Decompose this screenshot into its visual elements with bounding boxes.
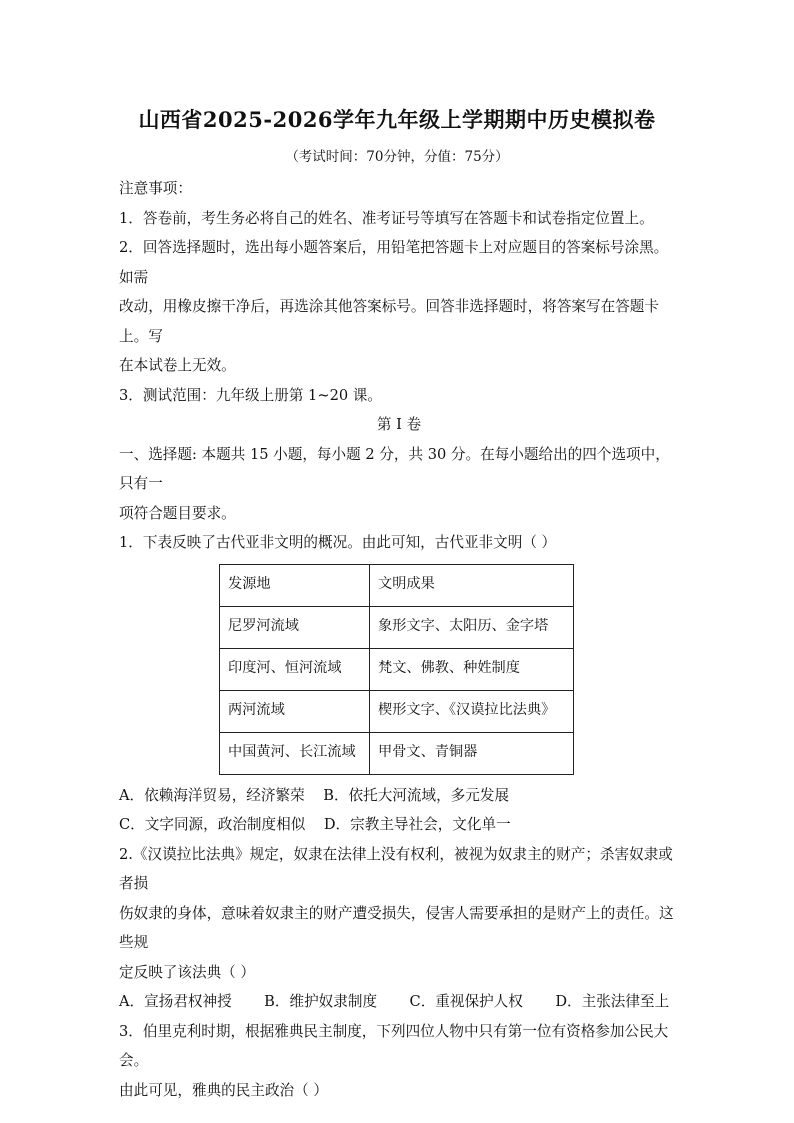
- table-cell: 中国黄河、长江流域: [220, 732, 370, 774]
- question-2-stem-line-2: 伤奴隶的身体，意味着奴隶主的财产遭受损失，侵害人需要承担的是财产上的责任。这些规: [119, 904, 674, 951]
- part-instructions-line-1: 一、选择题: 本题共 15 小题，每小题 2 分，共 30 分。在每小题给出的四个选项中，只有一: [119, 445, 670, 492]
- question-2-stem-line-3: 定反映了该法典（ ）: [119, 963, 255, 981]
- volume-heading: 第 I 卷: [376, 416, 422, 433]
- exam-body: [119, 174, 679, 1105]
- table-cell: 尼罗河流域: [220, 606, 370, 648]
- table-cell: 梵文、佛教、种姓制度: [370, 648, 574, 690]
- note-line-5: 3．测试范围：九年级上册第 1~20 课。: [119, 386, 382, 404]
- table-row: [220, 732, 574, 774]
- exam-title: 山西省2025-2026学年九年级上学期期中历史模拟卷: [138, 107, 656, 132]
- table-header-cell: 文明成果: [370, 564, 574, 606]
- table-row: [220, 690, 574, 732]
- table-cell: 楔形文字、《汉谟拉比法典》: [370, 690, 574, 732]
- note-line-1: 1．答卷前，考生务必将自己的姓名、准考证号等填写在答题卡和试卷指定位置上。: [119, 209, 654, 227]
- table-cell: 象形文字、太阳历、金字塔: [370, 606, 574, 648]
- question-1-options-line-1: A．依赖海洋贸易，经济繁荣 B．依托大河流域，多元发展: [119, 786, 510, 804]
- question-3-stem-line-1: 3．伯里克利时期，根据雅典民主制度，下列四位人物中只有第一位有资格参加公民大会。: [119, 1022, 669, 1069]
- question-2-stem-line-1: 2.《汉谟拉比法典》规定，奴隶在法律上没有权利，被视为奴隶主的财产；杀害奴隶或者损: [119, 845, 673, 892]
- question-1-options-line-2: C．文字同源，政治制度相似 D．宗教主导社会，文化单一: [119, 816, 511, 833]
- question-3-stem-line-2: 由此可见，雅典的民主政治（ ）: [119, 1081, 328, 1099]
- question-1-stem: 1．下表反映了古代亚非文明的概况。由此可知，古代亚非文明（ ）: [119, 534, 557, 551]
- civilization-table: [219, 564, 574, 775]
- question-2-options: A．宣扬君权神授 B．维护奴隶制度 C．重视保护人权 D．主张法律至上: [119, 993, 670, 1010]
- note-line-4: 在本试卷上无效。: [119, 357, 236, 374]
- table-header-cell: 发源地: [220, 564, 370, 606]
- table-header-row: [220, 564, 574, 606]
- table-cell: 两河流域: [220, 690, 370, 732]
- table-cell: 甲骨文、青铜器: [370, 732, 574, 774]
- part-instructions-line-2: 项符合题目要求。: [119, 504, 236, 522]
- note-line-3: 改动，用橡皮擦干净后，再选涂其他答案标号。回答非选择题时，将答案写在答题卡上。写: [119, 298, 659, 345]
- table-row: [220, 606, 574, 648]
- exam-subtitle: （考试时间：70分钟，分值：75分）: [285, 149, 509, 165]
- table-row: [220, 648, 574, 690]
- note-line-2: 2．回答选择题时，选出每小题答案后，用铅笔把答题卡上对应题目的答案标号涂黑。如需: [119, 239, 669, 286]
- table-cell: 印度河、恒河流域: [220, 648, 370, 690]
- notes-heading: 注意事项：: [119, 180, 192, 197]
